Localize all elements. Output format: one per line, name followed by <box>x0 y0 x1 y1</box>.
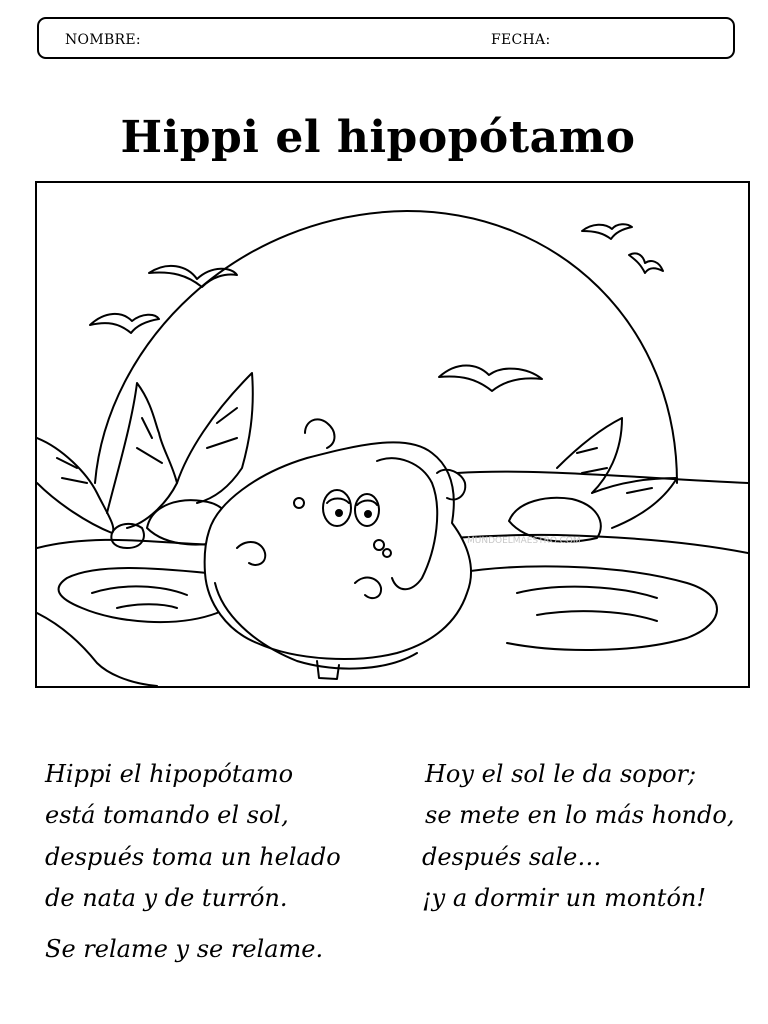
bird-icon <box>90 314 159 333</box>
leaf-icon <box>57 408 237 483</box>
pond-icon <box>457 566 717 650</box>
bird-icon <box>439 366 542 392</box>
name-label: NOMBRE: <box>65 32 141 48</box>
leaf-icon <box>177 373 253 503</box>
poem-closing-line: Se relame y se relame. <box>45 935 324 963</box>
poem-left-line-1: Hippi el hipopótamo <box>45 760 294 788</box>
watermark: MUNDOELMAESTRO.COM <box>467 536 581 546</box>
poem-left-line-2: está tomando el sol, <box>45 801 289 829</box>
poem-left-line-3: después toma un helado <box>45 843 341 871</box>
bird-icon <box>629 253 663 273</box>
student-info-box <box>37 17 735 59</box>
leaf-icon <box>107 383 177 528</box>
poem-left-line-4: de nata y de turrón. <box>45 884 288 912</box>
poem-right-line-4: ¡y a dormir un montón! <box>422 884 706 912</box>
poem-right-line-3: después sale… <box>422 843 602 871</box>
leaf-icon <box>557 418 622 493</box>
coloring-illustration <box>35 181 750 688</box>
bird-icon <box>149 266 237 287</box>
leaf-icon <box>592 478 677 528</box>
poem-right-line-2: se mete en lo más hondo, <box>425 801 735 829</box>
leaf-icon <box>37 438 113 533</box>
date-label: FECHA: <box>491 32 551 48</box>
poem-right-line-1: Hoy el sol le da sopor; <box>425 760 697 788</box>
bird-icon <box>582 224 632 239</box>
page-title: Hippi el hipopótamo <box>120 112 636 163</box>
